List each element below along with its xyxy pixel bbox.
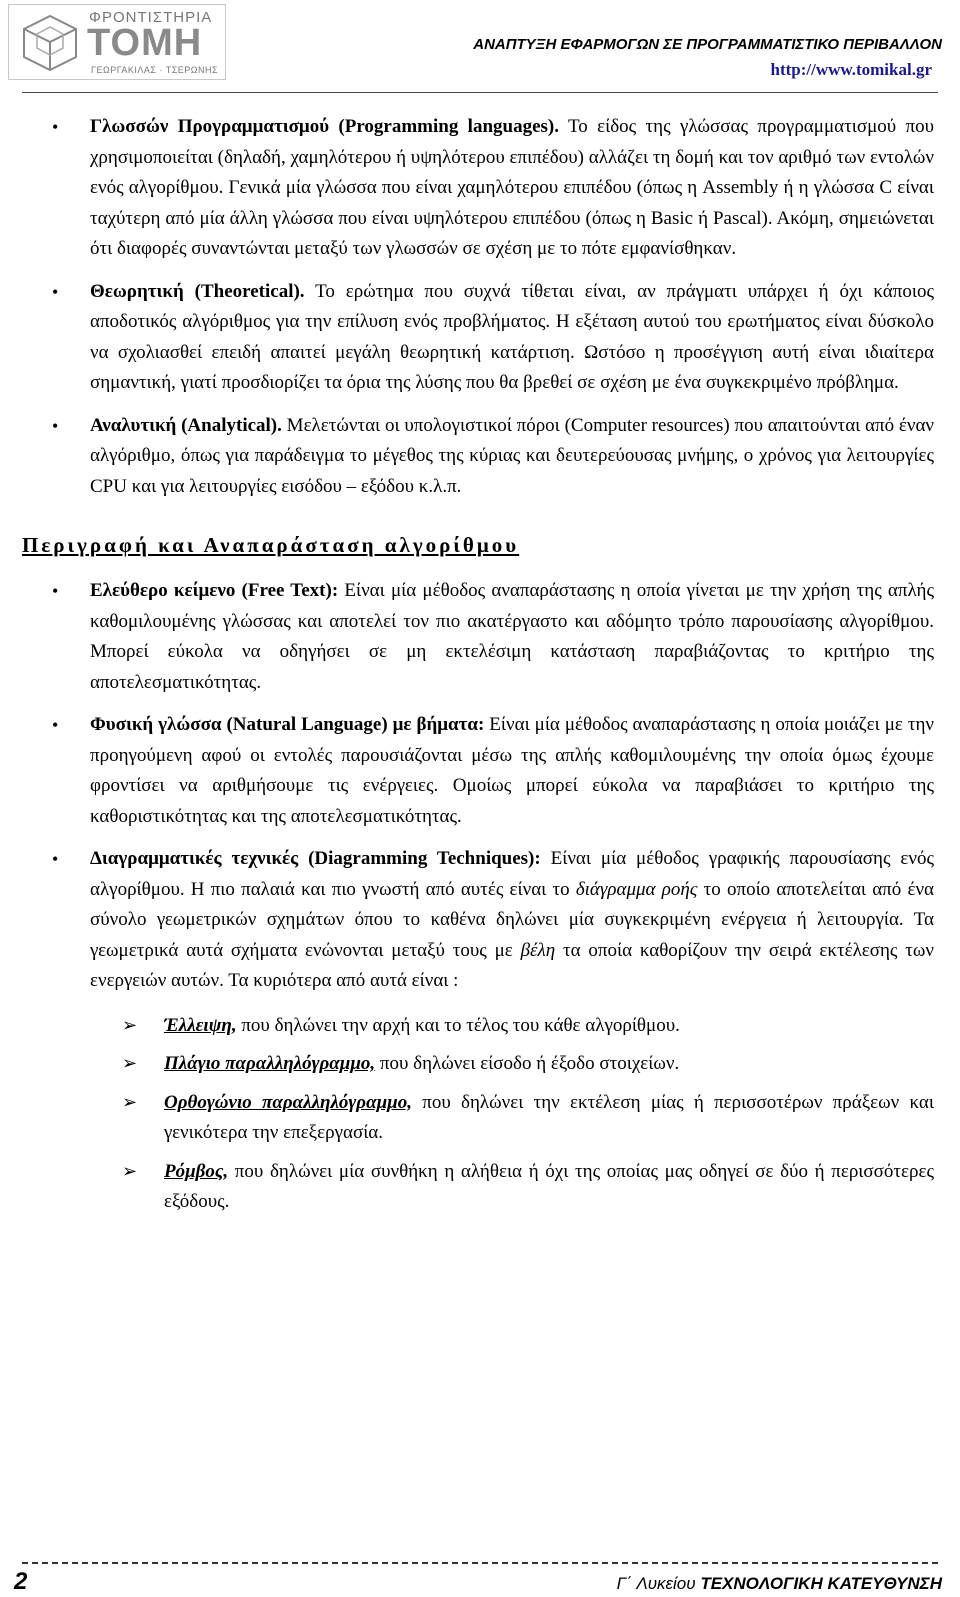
arrows-term: βέλη [520, 939, 556, 961]
shape-text: που δηλώνει την αρχή και το τέλος του κάθε αλγορίθμου. [236, 1014, 680, 1036]
item-term: Διαγραμματικές τεχνικές (Diagramming Techniques): [90, 848, 541, 869]
item-term: Αναλυτική (Analytical). [90, 414, 282, 436]
list-item [22, 277, 934, 399]
list-item [22, 844, 934, 997]
shape-item [22, 1157, 934, 1218]
item-term: Φυσική γλώσσα (Natural Language) με βήματα: [90, 714, 485, 735]
footer-grade: Γ΄ Λυκείου [616, 1574, 696, 1593]
bullet-icon: • [52, 117, 59, 137]
page-number: 2 [14, 1568, 28, 1595]
arrow-bullet-icon: ➢ [122, 1091, 138, 1113]
shape-item [22, 1088, 934, 1149]
page-header [0, 0, 960, 100]
tomi-logo [8, 4, 226, 80]
arrow-bullet-icon: ➢ [122, 1014, 138, 1036]
footer-label [617, 1574, 942, 1594]
list-item [22, 411, 934, 503]
course-title: ΑΝΑΠΤΥΞΗ ΕΦΑΡΜΟΓΩΝ ΣΕ ΠΡΟΓΡΑΜΜΑΤΙΣΤΙΚΟ ΠΕΡΙΒΑΛΛΟΝ [473, 36, 942, 53]
shape-text: που δηλώνει την εκτέλεση μίας ή περισσοτέρων πράξεων και γενικότερα την επεξεργασία. [164, 1091, 934, 1143]
logo-main-text: ΤΟΜΗ [87, 22, 203, 64]
bullet-icon: • [52, 415, 59, 436]
cube-logo-icon [19, 13, 81, 73]
bullet-icon: • [52, 281, 59, 302]
shape-text: που δηλώνει μία συνθήκη η αλήθεια ή όχι της οποίας μας οδηγεί σε δύο ή περισσότερες εξόδους. [164, 1160, 934, 1212]
shape-term: Ρόμβος, [164, 1160, 229, 1182]
item-text: Είναι μία μέθοδος αναπαράστασης η οποία γίνεται με την χρήση της απλής καθομιλουμένης γλώσσας και αποτελεί τον πιο ακατέργαστο και αδόμητο τρόπο παρουσίασης αλγορίθμου. Μπορεί εύκολα να οδηγήσει σε μη εκτελέσιμη κατάσταση παραβιάζοντας το κριτήριο της αποτελεσματικότητας. [90, 580, 934, 693]
page-content [22, 112, 934, 1218]
item-text: τα οποία καθορίζουν την σειρά εκτέλεσης των ενεργειών αυτών. Τα κυριότερα από αυτά είναι : [90, 939, 934, 991]
bullet-icon: • [52, 581, 59, 601]
shape-term: Πλάγιο παραλληλόγραμμο, [164, 1053, 376, 1074]
item-text: Είναι μία μέθοδος γραφικής παρουσίασης ενός αλγορίθμου. Η πιο παλαιά και πιο γνωστή από αυτές είναι το [90, 848, 935, 900]
arrow-bullet-icon: ➢ [122, 1053, 138, 1074]
item-text: Το είδος της γλώσσας προγραμματισμού που χρησιμοποιείται (δηλαδή, χαμηλότερου ή υψηλότερου επιπέδου) αλλάζει τη δομή και τον αριθμό των εντολών ενός αλγορίθμου. Γενικά μία γλώσσα που είναι χαμηλότερου επιπέδου (όπως η Assembly ή η γλώσσα C είναι ταχύτερη από μία άλλη γλώσσα που είναι υψηλότερου επιπέδου (όπως η Basic ή Pascal). Ακόμη, σημειώνεται ότι διαφορές συναντώνται μεταξύ των γλωσσών σε σχέση με το πότε εμφανίσθηκαν. [90, 116, 935, 259]
shape-text: που δηλώνει είσοδο ή έξοδο στοιχείων. [375, 1053, 680, 1074]
logo-sub-text: ΓΕΩΡΓΑΚΙΛΑΣ · ΤΣΕΡΩΝΗΣ [91, 65, 219, 75]
list-item [22, 112, 934, 265]
list-item [22, 576, 934, 698]
flowchart-term: διάγραμμα ροής [575, 878, 698, 900]
bullet-icon: • [52, 849, 59, 869]
item-text: Το ερώτημα που συχνά τίθεται είναι, αν πράγματι υπάρχει ή όχι κάποιος αποδοτικός αλγόριθμος για την επίλυση ενός προβλήματος. Η εξέταση αυτού του ερωτήματος είναι δύσκολο να σχολιασθεί επειδή απαιτεί μεγάλη θεωρητική κατάρτιση. Ωστόσο η προσέγγιση αυτή είναι ιδιαίτερα σημαντική, γιατί προσδιορίζει τα όρια της λύσης που θα βρεθεί σε σχέση με ένα συγκεκριμένο πρόβλημα. [90, 280, 934, 393]
shape-item [22, 1049, 934, 1080]
item-text: το οποίο αποτελείται από ένα σύνολο γεωμετρικών σχημάτων όπου το καθένα δηλώνει μία συγκεκριμένη ενέργεια ή λειτουργία. Τα γεωμετρικά αυτά σχήματα ενώνονται μεταξύ τους με [90, 878, 934, 961]
item-text: Είναι μία μέθοδος αναπαράστασης η οποία μοιάζει με την προηγούμενη αφού οι εντολές παρουσιάζονται μέσω της απλής καθομιλουμένης την οποία όμως έχουμε φροντίσει να αριθμήσουμε τις ενέργειες. Ομοίως μπορεί εύκολα να παραβιάσει το κριτήριο της καθοριστικότητας και της αποτελεσματικότητας. [90, 714, 934, 827]
list-item [22, 710, 934, 832]
section-title: Περιγραφή και Αναπαράσταση αλγορίθμου [22, 533, 520, 557]
arrow-bullet-icon: ➢ [122, 1160, 138, 1182]
logo-top-text: ΦΡΟΝΤΙΣΤΗΡΙΑ [89, 9, 213, 26]
shape-term: Ορθογώνιο παραλληλόγραμμο, [164, 1091, 412, 1113]
footer-divider [22, 1562, 938, 1564]
item-term: Θεωρητική (Theoretical). [90, 280, 305, 302]
item-term: Γλωσσών Προγραμματισμού (Programming languages). [90, 116, 559, 137]
footer-track: ΤΕΧΝΟΛΟΓΙΚΗ ΚΑΤΕΥΘΥΝΣΗ [700, 1574, 942, 1593]
website-link[interactable]: http://www.tomikal.gr [770, 60, 932, 79]
bullet-icon: • [52, 715, 59, 735]
shape-item [22, 1011, 934, 1042]
item-term: Ελεύθερο κείμενο (Free Text): [90, 580, 339, 601]
shape-term: Έλλειψη, [164, 1014, 237, 1036]
item-text: Μελετώνται οι υπολογιστικοί πόροι (Computer resources) που απαιτούνται από έναν αλγόριθμο, όπως για παράδειγμα το μέγεθος της κύριας και δευτερεύουσας μνήμης, ο χρόνος για λειτουργίες CPU και για λειτουργίες εισόδου – εξόδου κ.λ.π. [90, 414, 934, 497]
header-divider [22, 92, 938, 93]
